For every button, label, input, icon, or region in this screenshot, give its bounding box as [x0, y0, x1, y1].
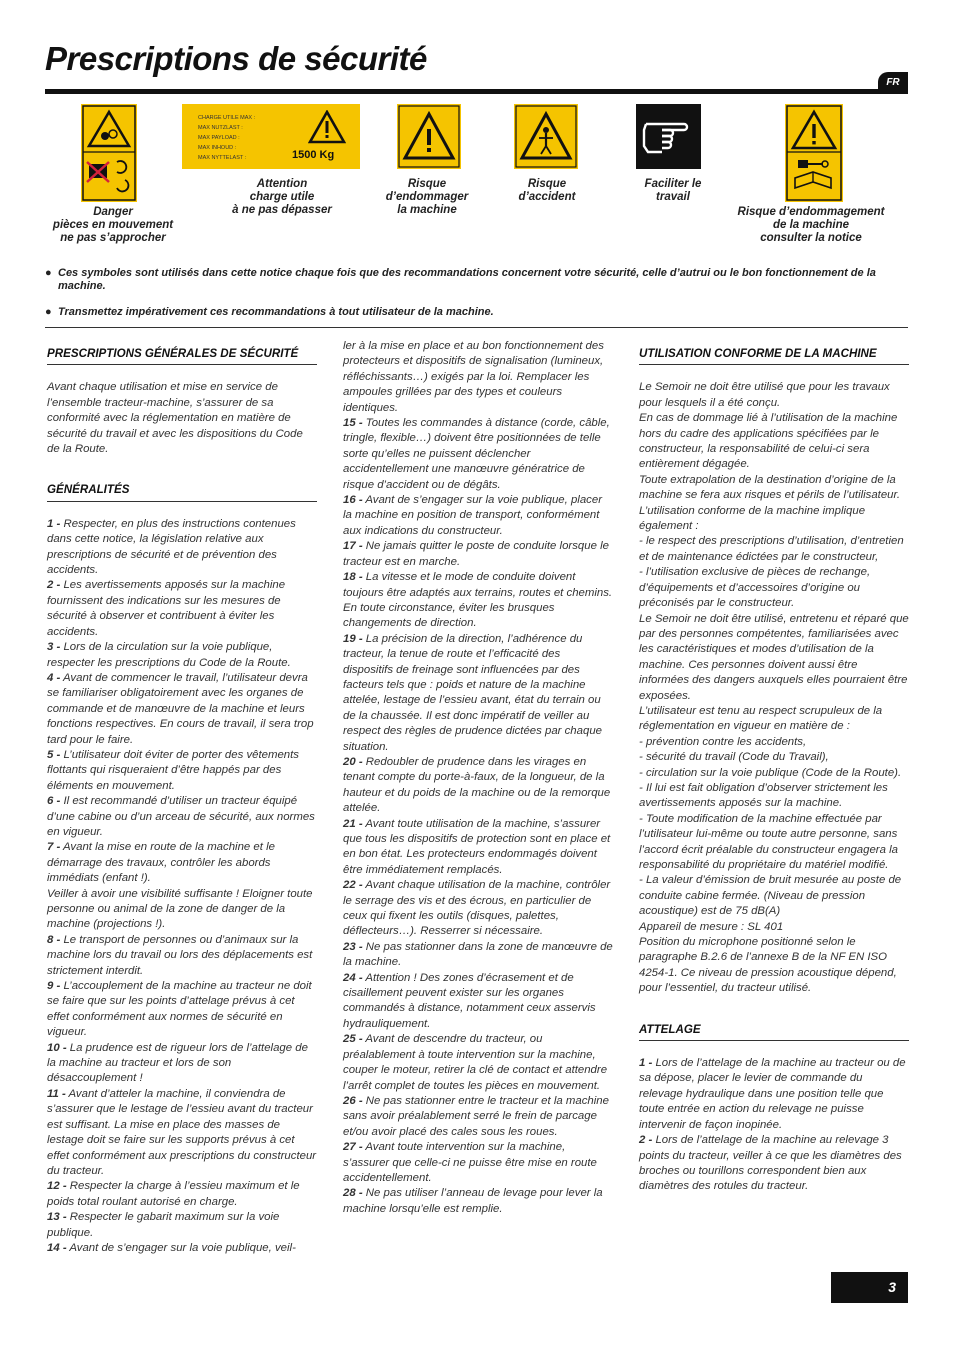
list-item: 20 - Redoubler de prudence dans les virages en tenant compte du porte-à-faux, de la longueur, de la hauteur et du poids de la machine ou de la remorque attelée. [343, 755, 611, 815]
list-item: 8 - Le transport de personnes ou d’animaux sur la machine lors du travail ou lors des déplacements est strictement interdit. [47, 933, 313, 977]
payload-line: MAX NUTZLAST : [198, 125, 243, 131]
payload-line: MAX PAYLOAD : [198, 135, 240, 141]
section-divider [45, 327, 908, 328]
list-item: 15 - Toutes les commandes à distance (corde, câble, tringle, flexible…) doivent être positionnées de telle sorte qu’elles ne puissent déclencher accidentellement une manœuvre génératrice de risque d’accident ou de dégâts. [343, 417, 610, 491]
column-left [47, 346, 317, 1256]
transmit-note [45, 306, 905, 319]
page-number: 3 [831, 1272, 908, 1303]
list-item: 5 - L’utilisateur doit éviter de porter des vêtements flottants qui risqueraient d’être happés par des éléments en mouvement. [47, 748, 299, 792]
pointing-hand-icon [636, 104, 701, 169]
continued-paragraph: ler à la mise en place et au bon fonctionnement des protecteurs et dispositifs de signalisation (lumineux, réfléchissants…) exigés par la loi. Remplacer les ampoules grillées par des types et couleurs identiques. [343, 340, 604, 414]
list-item: 7 - Avant la mise en route de la machine et le démarrage des travaux, contrôler les abords immédiats (enfant !). Veiller à avoir une visibilité suffisante ! Eloigner toute personne ou animal de la zone de danger de la machine (projections !). [47, 841, 313, 931]
payload-line: CHARGE UTILE MAX : [198, 115, 256, 121]
warning-triangle-icon [397, 104, 461, 169]
list-item: 13 - Respecter le gabarit maximum sur la voie publique. [47, 1211, 280, 1239]
charge-caption: Attention charge utile à ne pas dépasser [232, 178, 332, 216]
language-badge: FR [878, 72, 908, 94]
intended-use-body: Le Semoir ne doit être utilisé que pour les travaux pour lesquels il a été conçu. En cas de dommage lié à l’utilisation de la machine hors du cadre des applications spécifiées par le constructeur, la responsabilité de celui-ci sera entièrement dégagée. Toute extrapolation de la destination d’origine de la machine se fera aux risques et périls de l’utilisateur. L’utilisation conforme de la machine implique également : - le respect des prescriptions d’utilisation, d’entretien et de maintenance édictées par le constructeur, - l’utilisation exclusive de pièces de rechange, d’équipements et d’accessoires d’origine ou préconisés par le constructeur. Le Semoir ne doit être utilisé, entretenu et réparé que par des personnes compétentes, familiarisées avec les caractéristiques et modes d’utilisation de la machine. Ces personnes doivent aussi être informées des dangers auxquels elles pourraient être exposées. L’utilisateur est tenu au respect scrupuleux de la réglementation en vigueur en matière de : - prévention contre les accidents, - sécurité du travail (Code du Travail), - circulation sur la voie publique (Code de la Route). - Il lui est fait obligation d’observer strictement les avertissements apposés sur la machine. - Toute modification de la machine effectuée par l’utilisateur lui-même ou toute autre personne, sans l’accord écrit préalable du constructeur engagera la responsabilité du propriétaire du matériel modifié. - La valeur d’émission de bruit mesurée au poste de conduite cabine fermée. (Niveau de pression acoustique) est de 75 dB(A) Appareil de mesure : SL 401 Position du microphone positionné selon le paragraphe B.2.6 de l’annexe B de la NF EN ISO 4254-1. Ce niveau de pression acoustique dépend, pour l’essentiel, du tracteur utilisé. [639, 381, 909, 995]
section-heading-general-safety: PRESCRIPTIONS GÉNÉRALES DE SÉCURITÉ [47, 346, 317, 365]
list-item: 12 - Respecter la charge à l’essieu maximum et le poids total roulant autorisé en charge. [47, 1180, 300, 1208]
list-item: 11 - Avant d’atteler la machine, il conviendra de s’assurer que le lestage de l’essieu avant du tracteur est suffisant. La mise en place des masses de lestage doit se faire sur les supports prévus à cet effet conformément aux prescriptions du constructeur du tracteur. [47, 1087, 317, 1177]
list-item: 25 - Avant de descendre du tracteur, ou préalablement à toute intervention sur la machine, couper le moteur, retirer la clé de contact et attendre l’arrêt complet de toutes les pièces en mouvement. [343, 1033, 608, 1092]
payload-label-icon [182, 104, 360, 169]
read-manual-icon [785, 104, 843, 202]
list-item: 6 - Il est recommandé d’utiliser un tracteur équipé d’une cabine ou d’un arceau de sécurité, aux normes en vigueur. [47, 795, 315, 838]
symbols-note-text: Ces symboles sont utilisés dans cette notice chaque fois que des recommandations concernent votre sécurité, celle d’autrui ou le bon fonctionnement de la machine. [58, 267, 876, 292]
column-middle [343, 339, 613, 1217]
section-heading-generalities: GÉNÉRALITÉS [47, 482, 317, 501]
list-item: 21 - Avant toute utilisation de la machine, s’assurer que tous les dispositifs de protection sont en place et en bon état. Les protecteurs endommagés doivent être immédiatement remplacés. [343, 817, 611, 876]
list-item: 1 - Lors de l’attelage de la machine au tracteur ou de sa dépose, placer le levier de commande du relevage hydraulique dans une position telle que toute entrée en action du relevage ne puisse intervenir de façon inopinée. [639, 1057, 906, 1131]
payload-line: MAX INHOUD : [198, 145, 237, 151]
symbols-note [45, 267, 905, 293]
section-heading-intended-use: UTILISATION CONFORME DE LA MACHINE [639, 346, 909, 365]
list-item: 27 - Avant toute intervention sur la machine, s’assurer que celle-ci ne puisse être mise en route accidentellement. [343, 1141, 597, 1184]
column-right [639, 346, 909, 1195]
list-item: 17 - Ne jamais quitter le poste de conduite lorsque le tracteur est en marche. [343, 540, 609, 568]
list-item: 4 - Avant de commencer le travail, l’utilisateur devra se familiariser obligatoirement avec les organes de commande et de manœuvre de la machine et leurs fonctions respectives. En cours de travail, il sera trop tard pour le faire. [47, 671, 314, 746]
list-item: 26 - Ne pas stationner entre le tracteur et la machine sans avoir préalablement serré le frein de parcage et/ou avoir placé des cales sous les roues. [343, 1094, 609, 1138]
section-heading-hitching: ATTELAGE [639, 1022, 909, 1041]
list-item: 28 - Ne pas utiliser l’anneau de levage pour lever la machine lorsqu’elle est remplie. [343, 1187, 603, 1215]
machine-risk-caption: Risque d’endommager la machine [385, 178, 469, 216]
payload-value: 1500 Kg [292, 149, 335, 161]
list-item: 14 - Avant de s’engager sur la voie publique, veil- [47, 1241, 296, 1254]
title-rule [45, 89, 908, 94]
bullet-icon: ● [45, 306, 52, 318]
list-item: 23 - Ne pas stationner dans la zone de manœuvre de la machine. [343, 940, 613, 969]
list-item: 9 - L’accouplement de la machine au tracteur ne doit se faire que sur les points d’attelage prévus à cet effet conformément aux normes de sécurité en vigueur. [47, 980, 312, 1039]
bullet-icon: ● [45, 267, 52, 279]
list-item: 10 - La prudence est de rigueur lors de l’attelage de la machine au tracteur et lors de son désaccouplement ! [47, 1041, 308, 1085]
facilitate-work-caption: Faciliter le travail [644, 178, 702, 203]
list-item: 22 - Avant chaque utilisation de la machine, contrôler le serrage des vis et des écrous, en particulier de ceux qui fixent les outils (disques, palettes, déflecteurs…). Resserrer si nécessaire. [343, 879, 611, 938]
manual-caption: Risque d’endommagement de la machine consulter la notice [737, 206, 885, 244]
list-item: 24 - Attention ! Des zones d’écrasement et de cisaillement peuvent exister sur les organes commandés à distance, notamment ceux asservis hydrauliquement. [343, 971, 596, 1030]
list-item: 1 - Respecter, en plus des instructions contenues dans cette notice, la législation relative aux prescriptions de sécurité et de prévention des accidents. [47, 517, 296, 577]
transmit-note-text: Transmettez impérativement ces recommandations à tout utilisateur de la machine. [58, 306, 494, 318]
list-item: 2 - Lors de l’attelage de la machine au relevage 3 points du tracteur, veiller à ce que les diamètres des broches ou tourillons correspondent bien aux diamètres des rotules du tracteur. [639, 1134, 902, 1193]
list-item: 16 - Avant de s’engager sur la voie publique, placer la machine en position de transport, conformément aux indications du constructeur. [343, 494, 602, 537]
danger-caption: Danger pièces en mouvement ne pas s’approcher [52, 206, 174, 244]
list-item: 2 - Les avertissements apposés sur la machine fournissent des indications sur les mesures de sécurité à observer et contribuent à éviter les accidents. [47, 579, 286, 638]
list-item: 3 - Lors de la circulation sur la voie publique, respecter les prescriptions du Code de la Route. [47, 641, 291, 669]
accident-risk-icon [514, 104, 578, 169]
intro-paragraph: Avant chaque utilisation et mise en service de l’ensemble tracteur-machine, s’assurer de sa conformité avec la réglementation en matière de sécurité du travail et avec les dispositions du Code de la Route. [47, 381, 303, 456]
accident-risk-caption: Risque d’accident [518, 178, 576, 203]
page-title: Prescriptions de sécurité [45, 40, 427, 77]
danger-moving-parts-icon [81, 104, 137, 202]
payload-line: MAX NYTTELAST : [198, 155, 247, 161]
list-item: 19 - La précision de la direction, l’adhérence du tracteur, la tenue de route et l’efficacité des dispositifs de freinage sont influencées par des facteurs tels que : poids et nature de la machine attelée, lestage de l’essieu avant, état du terrain ou de la chaussée. Il est donc impératif de veiller au respect des règles de prudence dictées par chaque situation. [343, 632, 602, 753]
list-item: 18 - La vitesse et le mode de conduite doivent toujours être adaptés aux terrains, routes et chemins. En toute circonstance, éviter les brusques changements de direction. [343, 571, 613, 630]
